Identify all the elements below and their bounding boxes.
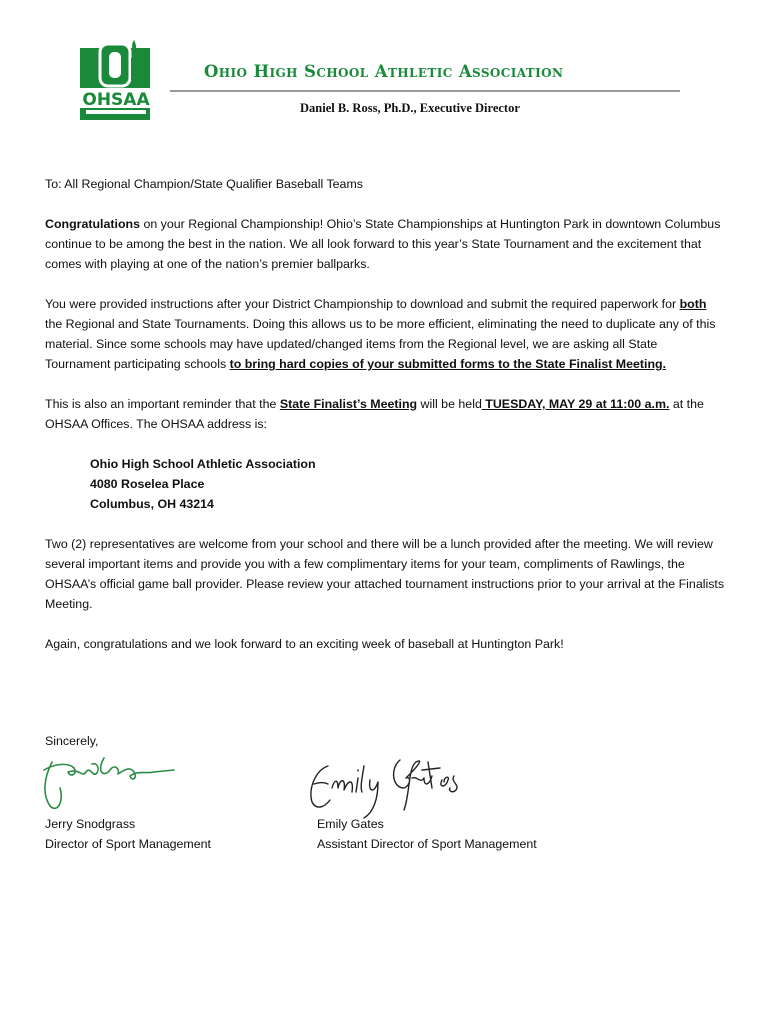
address-line-2: 4080 Roselea Place: [90, 477, 205, 491]
paragraph-meeting-reminder: [45, 394, 725, 434]
paragraph-3-text-a: This is also an important reminder that the: [45, 397, 280, 411]
paragraph-closing-note: [45, 634, 725, 654]
signature-emily-gates: [300, 748, 480, 823]
signer-name: Emily Gates: [317, 817, 384, 831]
address-line-3: Columbus, OH 43214: [90, 497, 214, 511]
congratulations-lead: Congratulations: [45, 217, 140, 231]
signer-title: Director of Sport Management: [45, 837, 211, 851]
letterhead-rule: [170, 90, 680, 92]
emphasis-meeting-date: TUESDAY, MAY 29 at 11:00 a.m.: [481, 397, 670, 411]
address-line-1: Ohio High School Athletic Association: [90, 457, 316, 471]
paragraph-5-text: Again, congratulations and we look forward to an exciting week of baseball at Huntington Park!: [45, 637, 564, 651]
svg-text:OHSAA: OHSAA: [82, 90, 150, 110]
paragraph-congratulations: [45, 214, 725, 274]
signer-jerry-snodgrass: [45, 814, 211, 854]
closing-salutation: Sincerely,: [45, 734, 99, 748]
signer-title: Assistant Director of Sport Management: [317, 837, 537, 851]
ohsaa-logo-graphic: [76, 40, 156, 122]
org-title: Ohio High School Athletic Association: [204, 62, 564, 81]
paragraph-3-text-b: will be held: [417, 397, 482, 411]
emphasis-both: both: [679, 297, 707, 311]
paragraph-3-text-c: at the OHSAA Offices. The OHSAA address is:: [45, 397, 704, 431]
emphasis-hard-copies: to bring hard copies of your submitted forms to the State Finalist Meeting.: [229, 357, 667, 371]
signature-jerry-snodgrass: [34, 748, 184, 818]
recipient-text: To: All Regional Champion/State Qualifier Baseball Teams: [45, 177, 363, 191]
paragraph-2-text-b: the Regional and State Tournaments. Doing this allows us to be more efficient, eliminating the need to duplicate any of this material. Since some schools may have updated/changed items from the Regional level, we are asking all State Tournament participating schools: [45, 317, 716, 371]
emphasis-meeting-name: State Finalist’s Meeting: [279, 397, 418, 411]
address-block: [90, 454, 316, 514]
recipient-line: [45, 174, 725, 194]
signer-emily-gates: [317, 814, 537, 854]
paragraph-4-text: Two (2) representatives are welcome from your school and there will be a lunch provided after the meeting. We will review several important items and provide you with a few complimentary items for your team, compliments of Rawlings, the OHSAA’s official game ball provider. Please review your attached tournament instructions prior to your arrival at the Finalists Meeting.: [45, 537, 725, 611]
paragraph-instructions: [45, 294, 725, 374]
signer-name: Jerry Snodgrass: [45, 817, 136, 831]
ohsaa-logo: [76, 40, 156, 122]
paragraph-2-text-a: You were provided instructions after your District Championship to download and submit the required paperwork for: [45, 297, 680, 311]
paragraph-representatives: [45, 534, 725, 614]
executive-director-line: Daniel B. Ross, Ph.D., Executive Director: [300, 101, 520, 115]
paragraph-1-text: on your Regional Championship! Ohio’s State Championships at Huntington Park in downtown Columbus continue to be among the best in the nation. We all look forward to this year’s State Tournament and the excitement that comes with playing at one of the nation’s premier ballparks.: [45, 217, 721, 271]
